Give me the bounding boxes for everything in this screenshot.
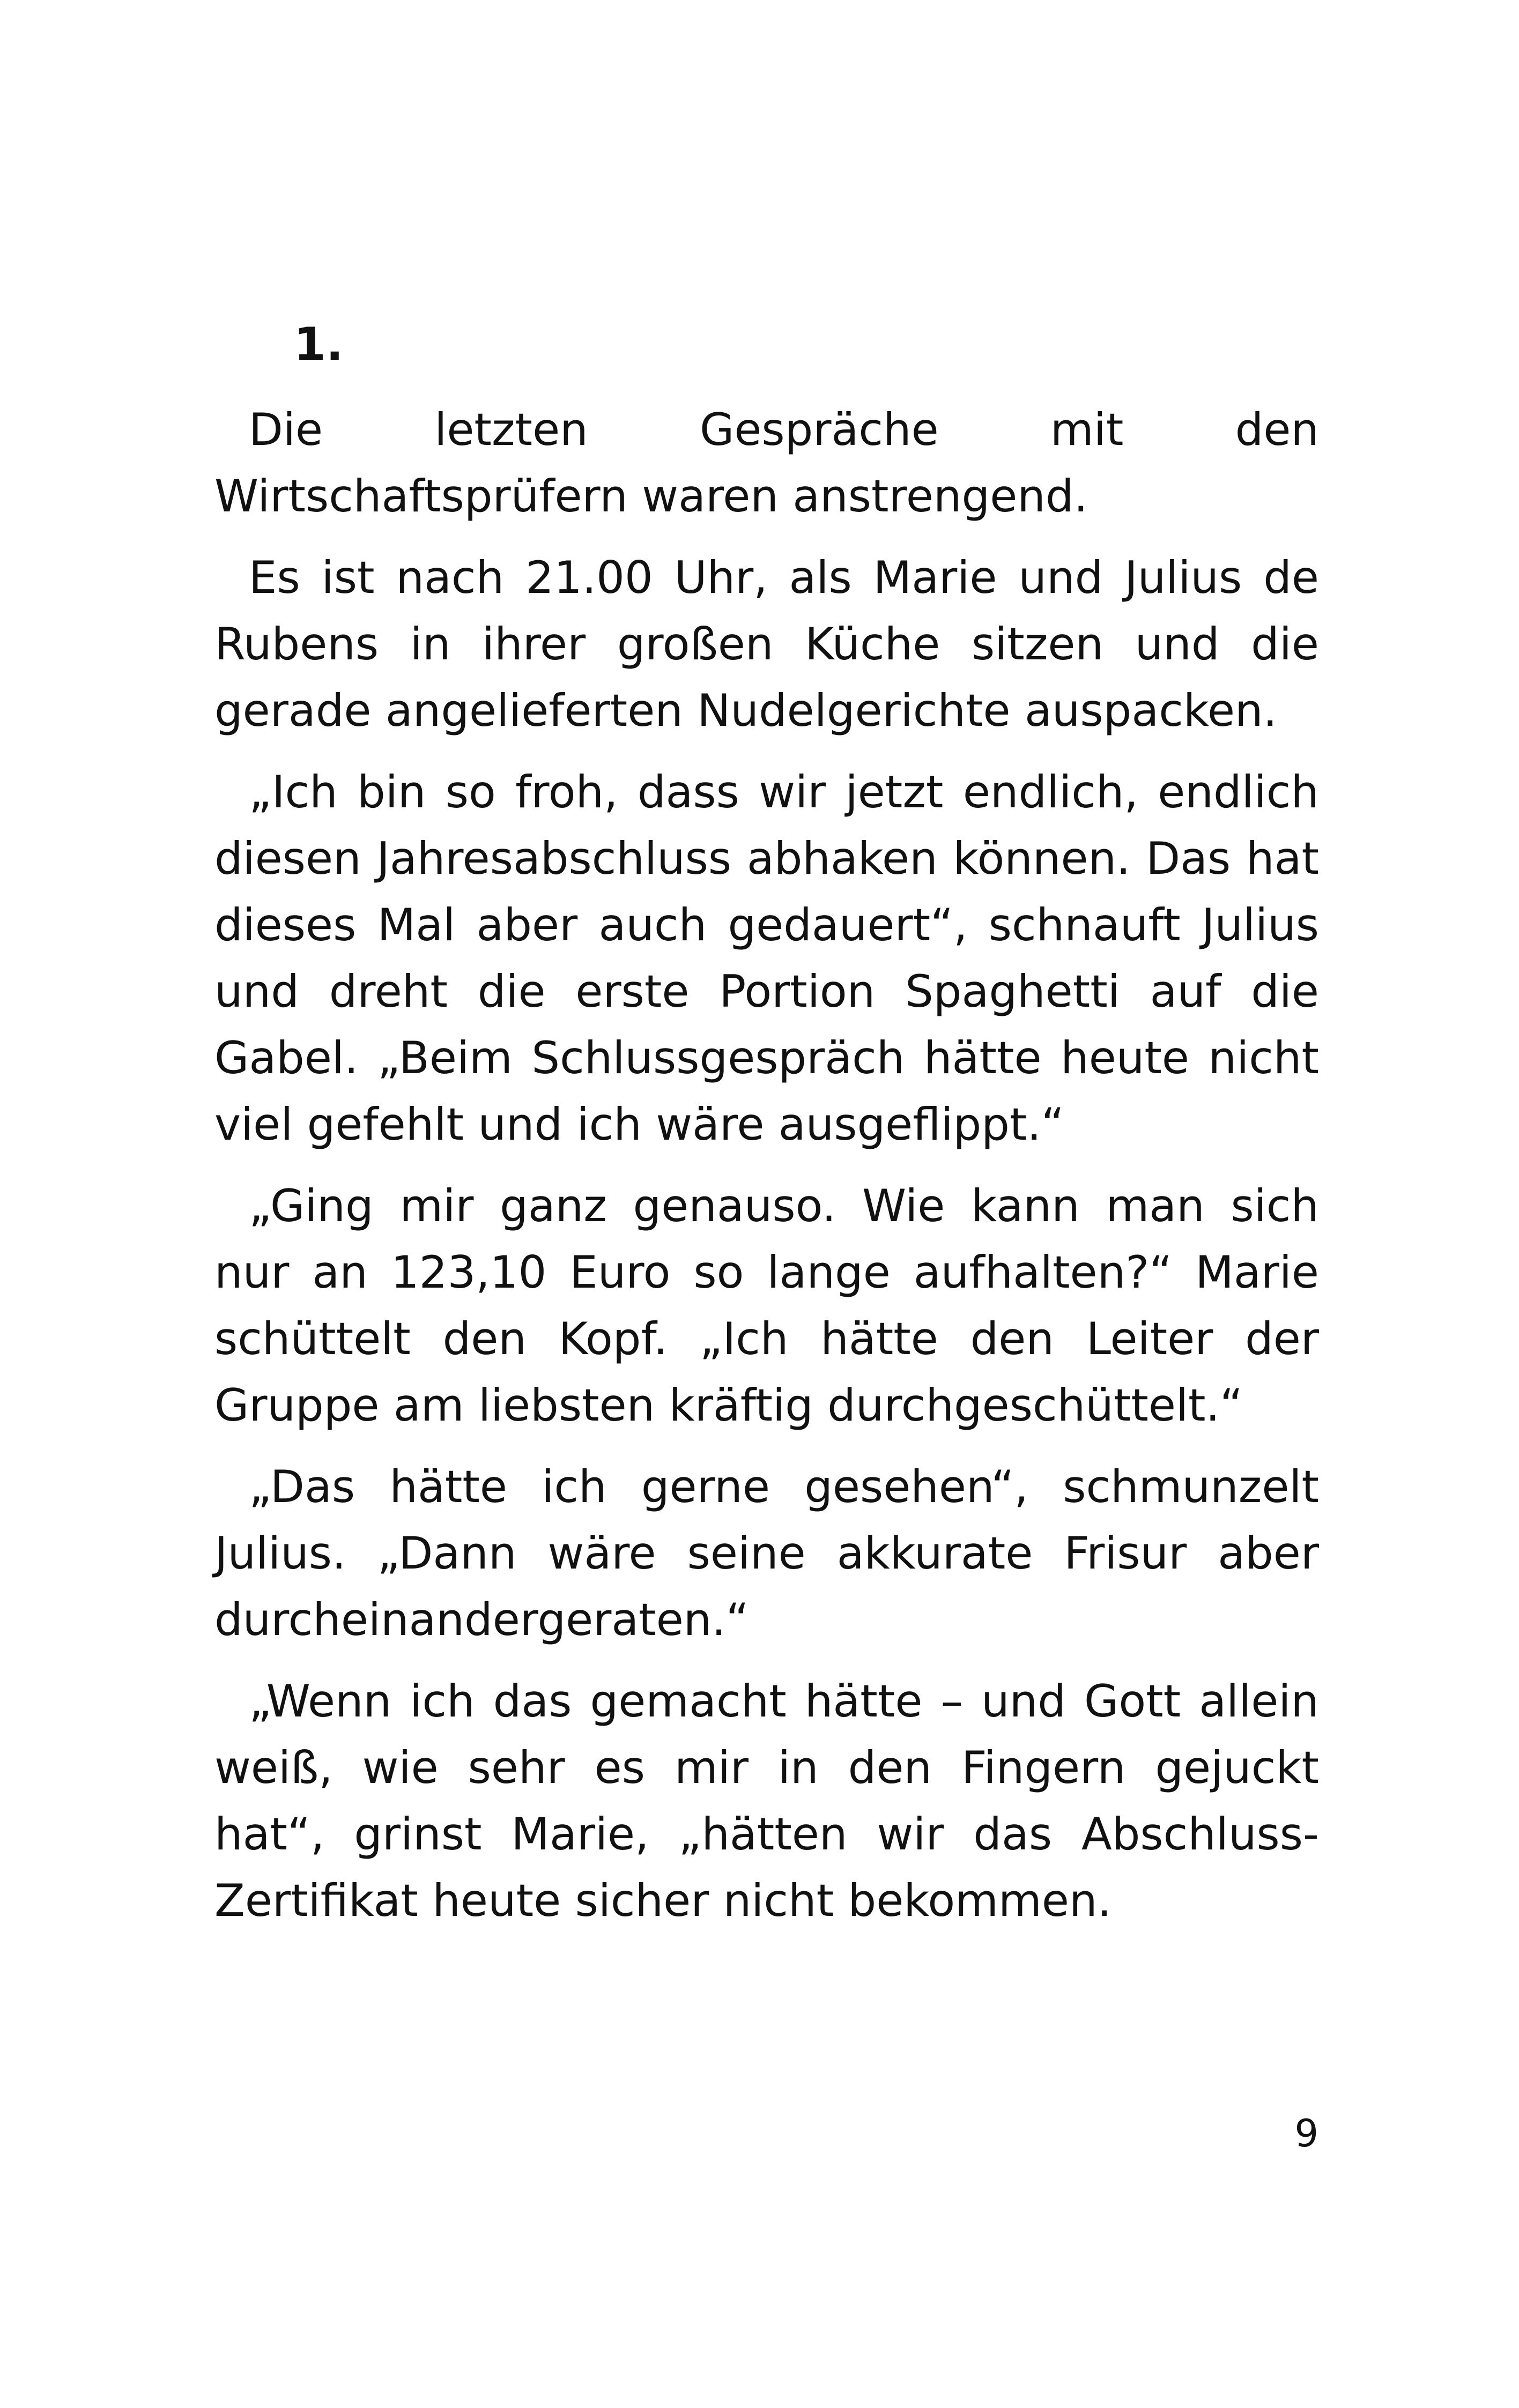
paragraph-1: Die letzten Gespräche mit den Wirtschaftsprüfern waren anstrengend.: [214, 404, 1319, 522]
body-text: [214, 397, 1319, 1949]
paragraph-6: „Wenn ich das gemacht hätte – und Gott allein weiß, wie sehr es mir in den Fingern gejuckt hat“, grinst Marie, „hätten wir das Abschluss-Zertifikat heute sicher nicht bekommen.: [214, 1675, 1319, 1927]
page-number: 9: [1294, 2112, 1318, 2156]
paragraph-3: „Ich bin so froh, dass wir jetzt endlich, endlich diesen Jahresabschluss abhaken können. Das hat dieses Mal aber auch gedauert“, schnauft Julius und dreht die erste Portion Spaghetti auf die Gabel. „Beim Schlussgespräch hätte heute nicht viel gefehlt und ich wäre ausgeflippt.“: [214, 766, 1319, 1150]
paragraph-2: Es ist nach 21.00 Uhr, als Marie und Julius de Rubens in ihrer großen Küche sitzen und die gerade angelieferten Nudelgerichte auspacken.: [214, 552, 1319, 737]
paragraph-5: „Das hätte ich gerne gesehen“, schmunzelt Julius. „Dann wäre seine akkurate Frisur aber durcheinandergeraten.“: [214, 1461, 1319, 1646]
chapter-number: 1.: [294, 318, 344, 371]
paragraph-4: „Ging mir ganz genauso. Wie kann man sich nur an 123,10 Euro so lange aufhalten?“ Marie schüttelt den Kopf. „Ich hätte den Leiter der Gruppe am liebsten kräftig durchgeschüttelt.“: [214, 1180, 1319, 1431]
